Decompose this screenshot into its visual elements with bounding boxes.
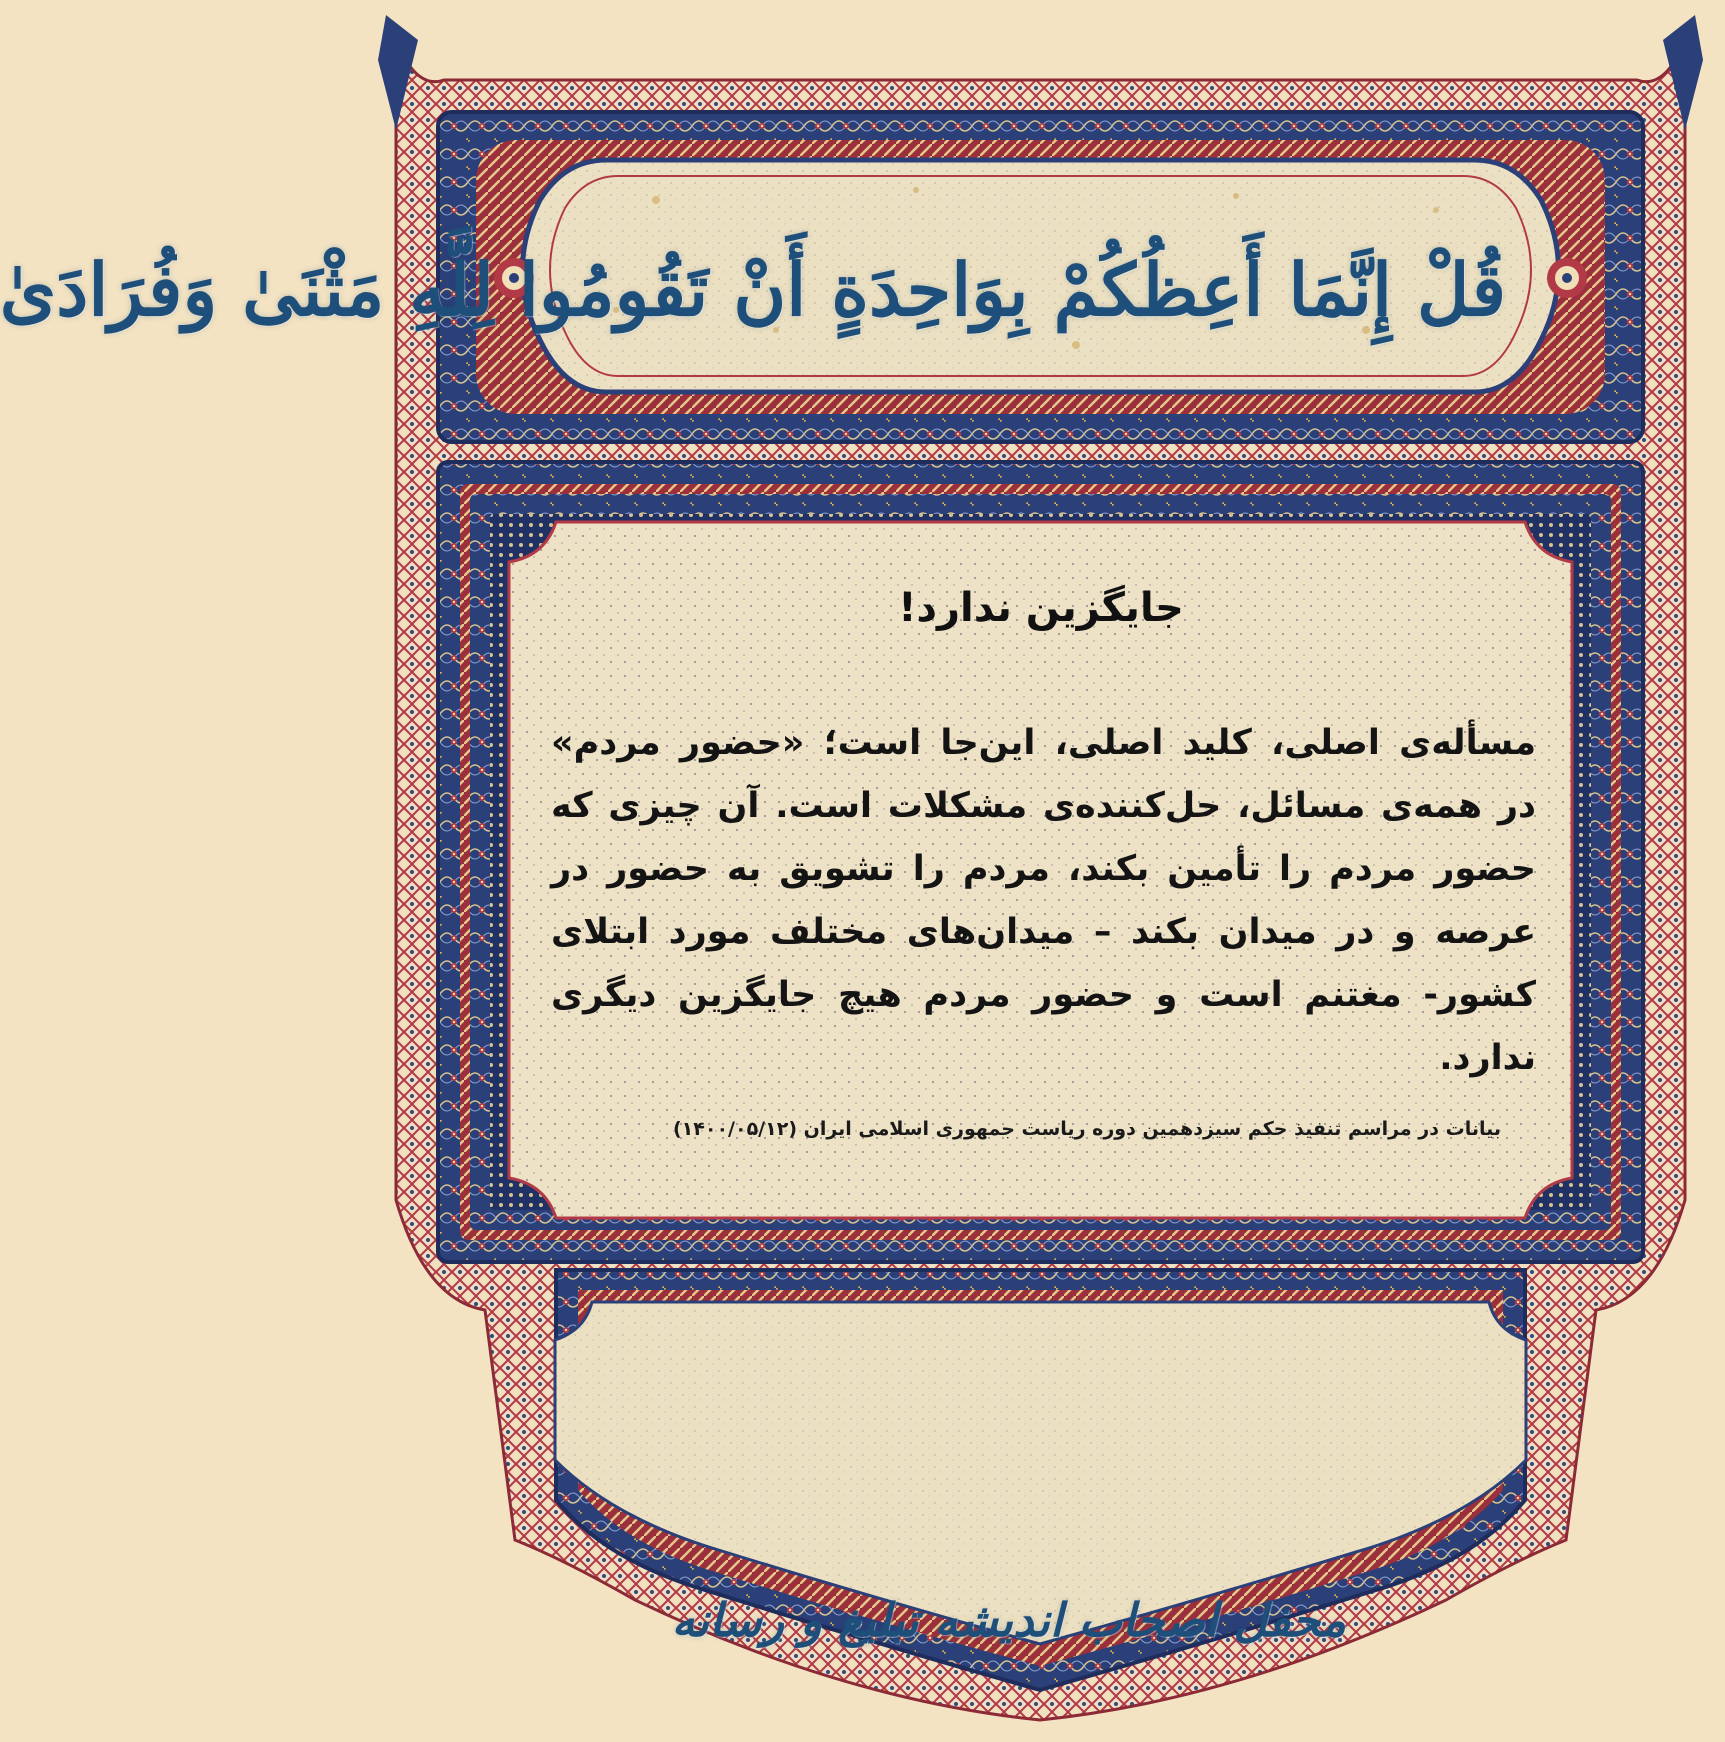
header-quran-calligraphy: قُلْ إِنَّمَا أَعِظُكُمْ بِوَاحِدَةٍ أَنْ تَقُومُوا لِلَّهِ مَثْنَىٰ وَفُرَادَىٰ xyxy=(0,247,1506,332)
page-title: جایگزین ندارد! xyxy=(898,585,1184,631)
quote-citation: بیانات در مراسم تنفیذ حکم سیزدهمین دوره ریاست جمهوری اسلامی ایران (۱۴۰۰/۰۵/۱۲) xyxy=(672,1118,1501,1140)
footer-organization-calligraphy: محفل اصحاب اندیشه تبلیغ و رسانه xyxy=(671,1593,1346,1647)
quote-body: مسأله‌ی اصلی، کلید اصلی، این‌جا است؛ «حضور مردم» در همه‌ی مسائل، حل‌کننده‌ی مشکلات است. آن چیزی که حضور مردم را تأمین بکند، مردم را تشویق به حضور در عرصه و در میدان بکند – میدان‌های مختلف مورد ابتلای کشور- مغتنم است و حضور مردم هیچ جایگزین دیگری ندارد. xyxy=(551,723,1536,1078)
right-rosette xyxy=(1547,258,1587,298)
